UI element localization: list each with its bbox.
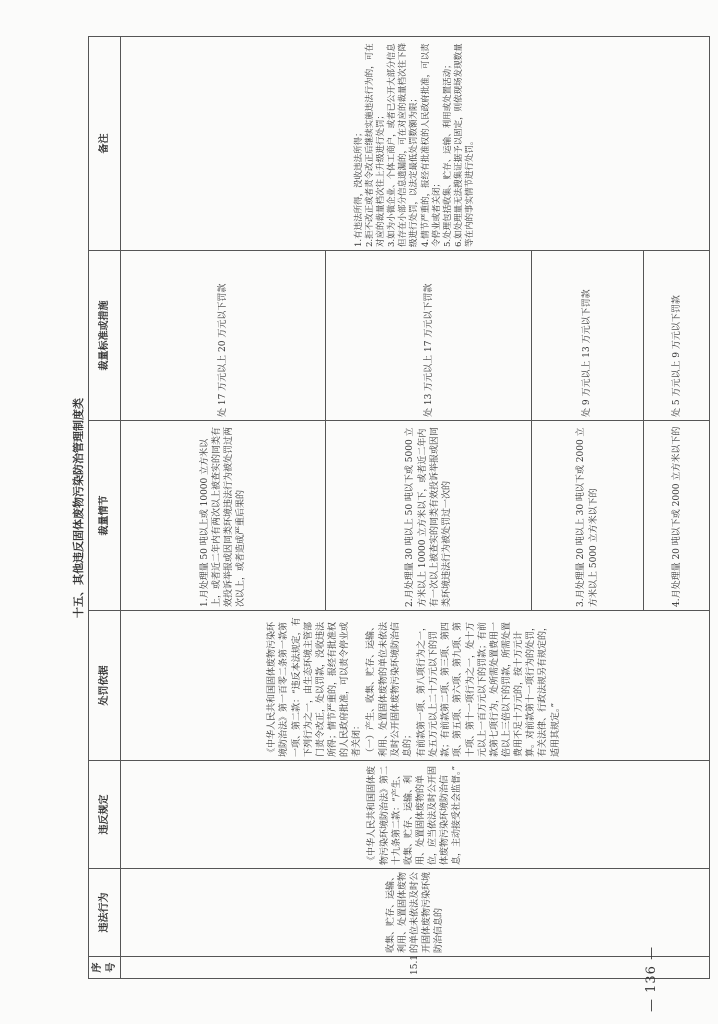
header-standard: 裁量标准或措施 — [89, 251, 121, 421]
detail-level-4: 4.月处理量 20 吨以下或 2000 立方米以下的 — [644, 421, 710, 611]
header-detail: 裁量情节 — [89, 421, 121, 611]
standard-level-1: 处 17 万元以上 20 万元以下罚款 — [121, 251, 326, 421]
detail-level-1: 1.月处理量 50 吨以上或 10000 立方米以上，或者近二年内有两次以上被查实的同类有效投诉举报或因同类环境违法行为被处罚过两次以上，或者造成严重后果的 — [121, 421, 326, 611]
basis-para-1: 《中华人民共和国固体废物污染环境防治法》第一百零二条第一款第一项、第二款：“违反本法规定，有下列行为之一，由生态环境主管部门责令改正，处以罚款，没收违法所得；情节严重的，报经有批准权的人民政府批准，可以责令停业或者关闭： — [267, 617, 363, 757]
penalty-table-block — [70, 37, 710, 979]
basis-para-3: 有前款第一项、第八项行为之一，处五万元以上二十万元以下的罚款；有前款第二项、第三项、第四项、第五项、第六项、第九项、第十项、第十一项行为之一，处十万元以上一百万元以下的罚款；有前款第七项行为，处所需处置费用一倍以上三倍以下的罚款，所需处置费用不足十万元的，按十万元计算。对前款第十一项行为的处罚，有关法律、行政法规另有规定的，适用其规定。” — [417, 621, 561, 757]
section-title: 十五、其他违反固体废物污染防治管理制度类 — [72, 398, 85, 618]
table-row — [121, 37, 326, 979]
row-basis — [121, 611, 710, 761]
header-seq: 序号 — [89, 957, 121, 979]
row-rule: 《中华人民共和国固体废物污染环境防治法》第二十九条第二款：“产生、收集、贮存、运输、利用、处置固体废物的单位，应当依法及时公开固体废物污染环境防治信息，主动接受社会监督。” — [121, 761, 710, 869]
row-notes: 1.有违法所得，没收违法所得； 2.拒不改正或者责令改正后继续实施违法行为的，可在对应的裁量档次往上升级进行处罚； 3.如为小微企业、个体工商户，或者已公开大部分信息但存在小部分信息遗漏的，可在对应的裁量档次往下降级进行处罚，以法定最低处罚数额为限； 4.情节严重的，报经有批准权的人民政府批准，可以责令停业或者关闭； 5.处理包括收集、贮存、运输、利用或处置活动； 6.如处理量无法搜集证据予以固定，则依现场发现数量等在内的事实情节进行处罚。 — [121, 37, 710, 251]
header-note: 备注 — [89, 37, 121, 251]
detail-level-2: 2.月处理量 30 吨以上 50 吨以下或 5000 立方米以上 10000 立方米以下，或者近二年内有一次以上被查实的同类有效投诉举报或因同类环境违法行为被处罚过一次的 — [326, 421, 531, 611]
header-rule: 违反规定 — [89, 761, 121, 869]
header-violation: 违法行为 — [89, 869, 121, 957]
header-basis: 处罚依据 — [89, 611, 121, 761]
table-header-row — [89, 37, 121, 979]
standard-level-2: 处 13 万元以上 17 万元以下罚款 — [326, 251, 531, 421]
standard-level-4: 处 5 万元以上 9 万元以下罚款 — [644, 251, 710, 421]
row-seq: 15.1 — [121, 957, 710, 979]
basis-para-2: （一）产生、收集、贮存、运输、利用、处置固体废物的单位未依法及时公开固体废物污染环境防治信息的； — [366, 621, 413, 757]
detail-level-3: 3.月处理量 20 吨以上 30 吨以下或 2000 立方米以上 5000 立方米以下的 — [531, 421, 643, 611]
standard-level-3: 处 9 万元以上 13 万元以下罚款 — [531, 251, 643, 421]
page-number: — 136 — — [644, 945, 659, 1012]
row-violation: 收集、贮存、运输、利用、处置固体废物的单位未依法及时公开固体废物污染环境防治信息的 — [121, 869, 710, 957]
discretion-table — [88, 36, 710, 979]
